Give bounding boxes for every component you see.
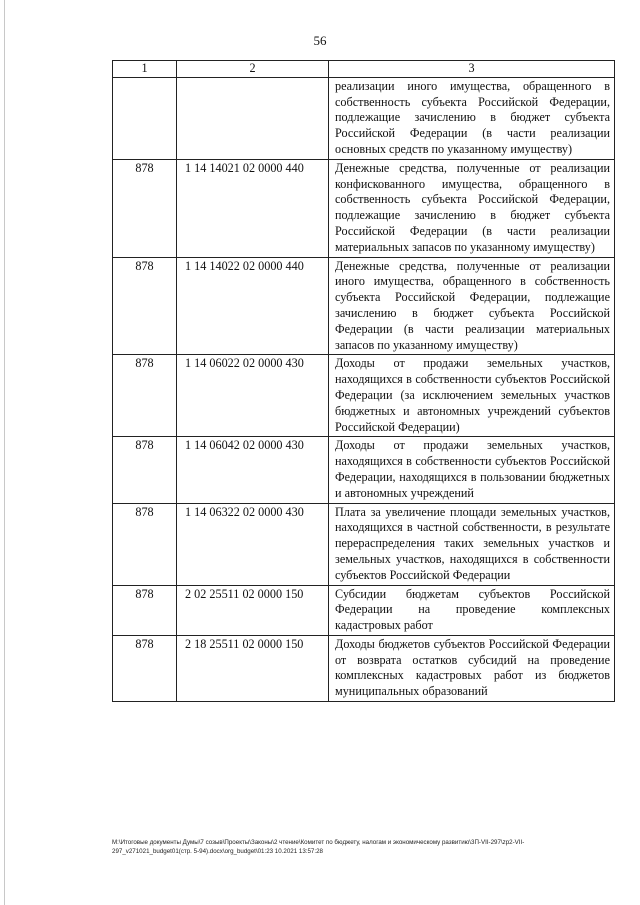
description-cell: Доходы от продажи земельных участков, находящихся в собственности субъектов Российской Федерации, находящихся в пользовании бюджетных и автономных учреждений [329,437,615,503]
description-cell: Субсидии бюджетам субъектов Российской Федерации на проведение комплексных кадастровых работ [329,585,615,635]
admin-code-cell: 878 [113,635,177,701]
budget-code-cell: 1 14 14021 02 0000 440 [177,159,329,257]
budget-code-cell: 2 18 25511 02 0000 150 [177,635,329,701]
description-cell: Доходы от продажи земельных участков, находящихся в собственности субъектов Российской Федерации (за исключением земельных участков бюджетных и автономных учреждений субъектов Российской Федерации) [329,355,615,437]
table-row [113,503,615,585]
description-cell: Плата за увеличение площади земельных участков, находящихся в частной собственности, в результате перераспределения таких земельных участков и земельных участков, находящихся в собственности субъектов Российской Федерации [329,503,615,585]
description-cell: реализации иного имущества, обращенного в собственность субъекта Российской Федерации, подлежащие зачислению в бюджет субъекта Российской Федерации (в части реализации основных средств по указанному имуществу) [329,77,615,159]
budget-code-cell: 1 14 14022 02 0000 440 [177,257,329,355]
table-row [113,585,615,635]
admin-code-cell [113,77,177,159]
table-header-row [113,61,615,78]
admin-code-cell: 878 [113,159,177,257]
table-row [113,635,615,701]
budget-code-cell: 2 02 25511 02 0000 150 [177,585,329,635]
column-header-3: 3 [329,61,615,78]
admin-code-cell: 878 [113,503,177,585]
admin-code-cell: 878 [113,355,177,437]
budget-code-cell: 1 14 06322 02 0000 430 [177,503,329,585]
column-header-2: 2 [177,61,329,78]
table-row [113,257,615,355]
budget-code-cell [177,77,329,159]
table-row [113,355,615,437]
description-cell: Денежные средства, полученные от реализации иного имущества, обращенного в собственность субъекта Российской Федерации, подлежащие зачислению в бюджет субъекта Российской Федерации (в части реализации материальных запасов по указанному имуществу) [329,257,615,355]
scan-edge-line [4,0,5,905]
description-cell: Доходы бюджетов субъектов Российской Федерации от возврата остатков субсидий на проведение комплексных кадастровых работ из бюджетов муниципальных образований [329,635,615,701]
footer-path-line-2: 297_v271021_budget01(стр. 5-94).docx\org_budget\01:23 10.2021 13:57:28 [112,848,323,855]
page-number: 56 [313,33,327,48]
footer-path-line-1: M:\Итоговые документы Думы\7 созыв\Проекты\Законы\2 чтение\Комитет по бюджету, налогам и экономическому развитию\3П-VII-297\zp2-VII- [112,839,525,846]
file-path-footer [112,838,616,856]
table-row [113,159,615,257]
table-row [113,77,615,159]
column-header-1: 1 [113,61,177,78]
admin-code-cell: 878 [113,437,177,503]
admin-code-cell: 878 [113,585,177,635]
budget-code-cell: 1 14 06022 02 0000 430 [177,355,329,437]
description-cell: Денежные средства, полученные от реализации конфискованного имущества, обращенного в собственность субъекта Российской Федерации, подлежащие зачислению в бюджет субъекта Российской Федерации (в части реализации материальных запасов по указанному имуществу) [329,159,615,257]
budget-code-cell: 1 14 06042 02 0000 430 [177,437,329,503]
revenue-table [112,60,615,702]
table-row [113,437,615,503]
admin-code-cell: 878 [113,257,177,355]
